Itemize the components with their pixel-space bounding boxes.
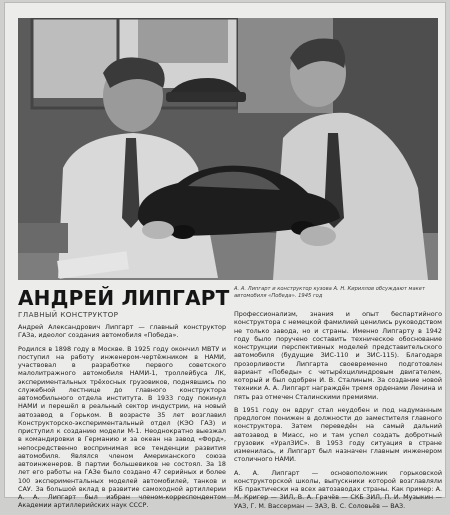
photo-caption-rest: макет автомобиля «Победа». 1945 год	[234, 286, 425, 299]
left-text-column	[18, 323, 226, 515]
paragraph: В 1951 году он вдруг стал неудобен и под надуманным предлогом понижен в должности до заместителя главного конструктора. Затем переведён на самый дальний автозавод в Миасс, но и там успел создать добротный грузовик «УралЗИС». В 1953 году ситуация в стране изменилась, и Липгарт был назначен главным инженером столичного НАМИ.	[234, 405, 442, 464]
paragraph: Профессионализм, знания и опыт беспартийного конструктора с немецкой фамилией ценились руководством не только завода, но и страны. Именно Липгарту в 1942 году было поручено составить техническое обоснование конструкции перспективных моделей представительского автомобиля (будущие ЗИС-110 и ЗИС-115). Благодаря прозорливости Липгарта своевременно подготовлен вариант «Победы» с четырёхцилиндровым двигателем, который и был одобрен И. В. Сталиным. За создание новой техники А. А. Липгарт награждён тремя орденами Ленина и пять раз отмечен Сталинскими премиями.	[234, 310, 442, 401]
paragraph: А. А. Липгарт — основоположник горьковской конструкторской школы, выпускники которой возглавляли КБ практически на всех автозаводах страны. Как пример: А. М. Кригер — ЗИЛ, В. А. Грачёв — СКБ ЗИЛ, П. И. Музыкин — УАЗ, Г. М. Вассерман — ЗАЗ, В. С. Соловьёв — ВАЗ.	[234, 468, 442, 510]
photo-caption-names: А. А. Липгарт и конструктор кузова А. Н. Кириллов обсуждают	[234, 286, 407, 292]
right-text-column	[234, 310, 442, 515]
page-subtitle: ГЛАВНЫЙ КОНСТРУКТОР	[18, 310, 119, 319]
page-title: АНДРЕЙ ЛИПГАРТ	[18, 286, 230, 310]
photo-caption	[234, 286, 444, 300]
paragraph: Родился в 1898 году в Москве. В 1925 году окончил МВТУ и поступил на работу инженером-чертёжником в НАМИ, участвовал в разработке первого советского малолитражного автомобиля НАМИ-1, троллейбуса ЛК, экспериментальных трёхосных грузовиков, поднявшись по служебной лестнице до главного конструктора автомобильного отдела института. В 1933 году покинул НАМИ и перешёл в реальный сектор индустрии, на новый автозавод в Горьком. В возрасте 35 лет возглавил Конструкторско-экспериментальный отдел (КЭО ГАЗ) и приступил к созданию модели М-1. Неоднократно выезжал в командировки в Германию и за океан на завод «Форд», непосредственно воспринимая все тенденции развития автомобиля. Являлся членом Американского союза автоинженеров. В партии большевиков не состоял. За 18 лет его работы на ГАЗе было создано 47 серийных и более 100 экспериментальных моделей автомобилей, танков и САУ. За большой вклад в развитие самоходной артиллерии А. А. Липгарт был избран членом-корреспондентом Академии артиллерийских наук СССР.	[18, 344, 226, 510]
paragraph: Андрей Александрович Липгарт — главный конструктор ГАЗа, идеолог создания автомобиля «Победа».	[18, 323, 226, 340]
exhibit-panel	[4, 2, 446, 510]
historical-photo	[18, 18, 438, 280]
